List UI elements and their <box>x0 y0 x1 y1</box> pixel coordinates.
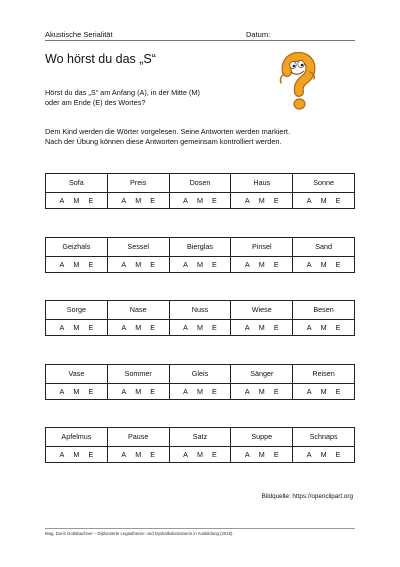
position-option[interactable]: E <box>150 449 156 459</box>
position-option[interactable]: A <box>306 322 312 332</box>
word-row <box>46 428 354 447</box>
position-option[interactable]: M <box>73 386 80 396</box>
answer-cell <box>230 319 292 337</box>
position-option[interactable]: E <box>335 195 341 205</box>
position-option[interactable]: A <box>244 259 250 269</box>
position-option[interactable]: E <box>273 449 279 459</box>
position-option[interactable]: A <box>183 322 188 332</box>
word-cell: Reisen <box>292 365 354 383</box>
position-option[interactable]: E <box>273 259 279 269</box>
position-option[interactable]: M <box>196 449 203 459</box>
word-cell: Nase <box>107 301 169 319</box>
answer-cell <box>230 446 292 464</box>
word-cell: Sommer <box>107 365 169 383</box>
word-block <box>45 173 355 209</box>
instructions-line-2: Nach der Übung können diese Antworten gemeinsam kontrolliert werden. <box>45 137 282 146</box>
answer-row <box>46 319 354 337</box>
position-option[interactable]: M <box>258 449 265 459</box>
position-option[interactable]: A <box>244 449 250 459</box>
word-row <box>46 174 354 193</box>
position-option[interactable]: M <box>258 259 265 269</box>
position-option[interactable]: M <box>196 195 203 205</box>
position-option[interactable]: M <box>196 386 203 396</box>
position-option[interactable]: E <box>150 322 156 332</box>
word-cell: Bierglas <box>169 238 231 256</box>
answer-row <box>46 192 354 210</box>
word-block <box>45 364 355 400</box>
position-option[interactable]: M <box>258 195 265 205</box>
position-option[interactable]: E <box>212 259 217 269</box>
answer-row <box>46 383 354 401</box>
position-option[interactable]: E <box>335 386 341 396</box>
position-option[interactable]: A <box>183 449 188 459</box>
position-option[interactable]: A <box>306 195 312 205</box>
position-option[interactable]: E <box>273 386 279 396</box>
word-block <box>45 237 355 273</box>
position-option[interactable]: M <box>135 195 142 205</box>
word-cell: Wiese <box>230 301 292 319</box>
position-option[interactable]: E <box>335 449 341 459</box>
image-credit: Bildquelle: https://openclipart.org <box>261 493 353 500</box>
word-cell: Nuss <box>169 301 231 319</box>
position-option[interactable]: M <box>73 322 80 332</box>
answer-cell <box>107 383 169 401</box>
position-option[interactable]: A <box>244 386 250 396</box>
word-cell: Sofa <box>69 178 84 188</box>
word-cell: Sorge <box>66 305 86 315</box>
position-option[interactable]: E <box>88 322 94 332</box>
page-title: Wo hörst du das „S“ <box>45 52 156 66</box>
answer-cell <box>292 383 354 401</box>
question-mark-mascot-icon <box>276 52 318 114</box>
position-option[interactable]: E <box>150 386 156 396</box>
position-option[interactable]: E <box>212 449 217 459</box>
instructions-text <box>45 127 365 147</box>
answer-cell <box>46 383 107 401</box>
position-option[interactable]: M <box>196 322 203 332</box>
position-option[interactable]: A <box>121 322 127 332</box>
position-option[interactable]: E <box>88 259 94 269</box>
position-option[interactable]: A <box>121 259 127 269</box>
position-option[interactable]: M <box>258 386 265 396</box>
answer-cell <box>169 192 231 210</box>
position-option[interactable]: A <box>183 259 188 269</box>
answer-cell <box>169 319 231 337</box>
answer-cell <box>46 319 107 337</box>
question-text <box>45 88 265 108</box>
position-option[interactable]: E <box>150 259 156 269</box>
position-option[interactable]: E <box>88 449 94 459</box>
position-option[interactable]: E <box>150 195 156 205</box>
answer-cell <box>107 319 169 337</box>
word-row <box>46 365 354 384</box>
answer-cell <box>292 319 354 337</box>
position-option[interactable]: E <box>273 322 279 332</box>
position-option[interactable]: M <box>135 386 142 396</box>
position-option[interactable]: E <box>335 322 341 332</box>
instructions-line-1: Dem Kind werden die Wörter vorgelesen. Seine Antworten werden markiert. <box>45 127 290 136</box>
answer-cell <box>169 446 231 464</box>
word-cell: Pause <box>107 428 169 446</box>
position-option[interactable]: A <box>244 195 250 205</box>
word-block <box>45 427 355 463</box>
position-option[interactable]: M <box>196 259 203 269</box>
answer-cell <box>292 256 354 274</box>
position-option[interactable]: A <box>306 386 312 396</box>
answer-row <box>46 446 354 464</box>
answer-cell <box>230 192 292 210</box>
answer-cell <box>292 192 354 210</box>
answer-cell <box>107 446 169 464</box>
header-divider <box>45 40 355 41</box>
word-cell: Sänger <box>230 365 292 383</box>
position-option[interactable]: M <box>135 449 142 459</box>
word-cell: Sand <box>292 238 354 256</box>
position-option[interactable]: M <box>320 195 327 205</box>
position-option[interactable]: E <box>88 386 94 396</box>
position-option[interactable]: A <box>121 449 127 459</box>
answer-cell <box>107 256 169 274</box>
position-option[interactable]: E <box>212 386 217 396</box>
position-option[interactable]: M <box>135 322 142 332</box>
position-option[interactable]: A <box>306 259 312 269</box>
word-row <box>46 301 354 320</box>
position-option[interactable]: A <box>59 322 65 332</box>
position-option[interactable]: M <box>258 322 265 332</box>
position-option[interactable]: M <box>320 386 327 396</box>
header-subject: Akustische Serialität <box>45 30 113 39</box>
answer-cell <box>107 192 169 210</box>
position-option[interactable]: A <box>306 449 312 459</box>
position-option[interactable]: A <box>121 195 127 205</box>
footer-divider <box>45 528 355 529</box>
word-cell: Suppe <box>230 428 292 446</box>
word-row <box>46 238 354 257</box>
answer-cell <box>46 446 107 464</box>
position-option[interactable]: E <box>212 322 217 332</box>
answer-cell <box>230 383 292 401</box>
word-cell: Besen <box>292 301 354 319</box>
footer-text: Mag. Doris Gottsbachner – Diplomierte Legasthenie- und Dyskalkulietrainerin in Ausbildung (2018) <box>45 531 233 536</box>
position-option[interactable]: M <box>320 259 327 269</box>
position-option[interactable]: E <box>335 259 341 269</box>
position-option[interactable]: E <box>88 195 94 205</box>
question-line-2: oder am Ende (E) des Wortes? <box>45 98 146 107</box>
answer-row <box>46 256 354 274</box>
word-cell: Geizhals <box>62 242 91 252</box>
position-option[interactable]: A <box>183 386 188 396</box>
word-cell: Sessel <box>107 238 169 256</box>
position-option[interactable]: A <box>59 386 65 396</box>
answer-cell <box>230 256 292 274</box>
word-cell: Dosen <box>169 174 231 192</box>
word-cell: Schnaps <box>292 428 354 446</box>
word-cell: Apfelmus <box>61 432 92 442</box>
word-cell: Gleis <box>169 365 231 383</box>
question-line-1: Hörst du das „S“ am Anfang (A), in der Mitte (M) <box>45 88 200 97</box>
position-option[interactable]: M <box>73 259 80 269</box>
word-cell: Vase <box>68 369 85 379</box>
position-option[interactable]: A <box>244 322 250 332</box>
header-date-label: Datum: <box>246 30 271 39</box>
position-option[interactable]: A <box>183 195 188 205</box>
position-option[interactable]: A <box>59 259 65 269</box>
answer-cell <box>169 256 231 274</box>
word-cell: Pinsel <box>230 238 292 256</box>
word-cell: Satz <box>169 428 231 446</box>
position-option[interactable]: A <box>121 386 127 396</box>
position-option[interactable]: E <box>273 195 279 205</box>
word-cell: Sonne <box>292 174 354 192</box>
position-option[interactable]: A <box>59 449 65 459</box>
position-option[interactable]: M <box>73 195 80 205</box>
answer-cell <box>46 192 107 210</box>
word-block <box>45 300 355 336</box>
answer-cell <box>292 446 354 464</box>
answer-cell <box>46 256 107 274</box>
word-cell: Haus <box>230 174 292 192</box>
position-option[interactable]: M <box>320 322 327 332</box>
position-option[interactable]: M <box>135 259 142 269</box>
position-option[interactable]: M <box>73 449 80 459</box>
answer-cell <box>169 383 231 401</box>
position-option[interactable]: M <box>320 449 327 459</box>
position-option[interactable]: A <box>59 195 65 205</box>
position-option[interactable]: E <box>212 195 217 205</box>
word-cell: Preis <box>107 174 169 192</box>
